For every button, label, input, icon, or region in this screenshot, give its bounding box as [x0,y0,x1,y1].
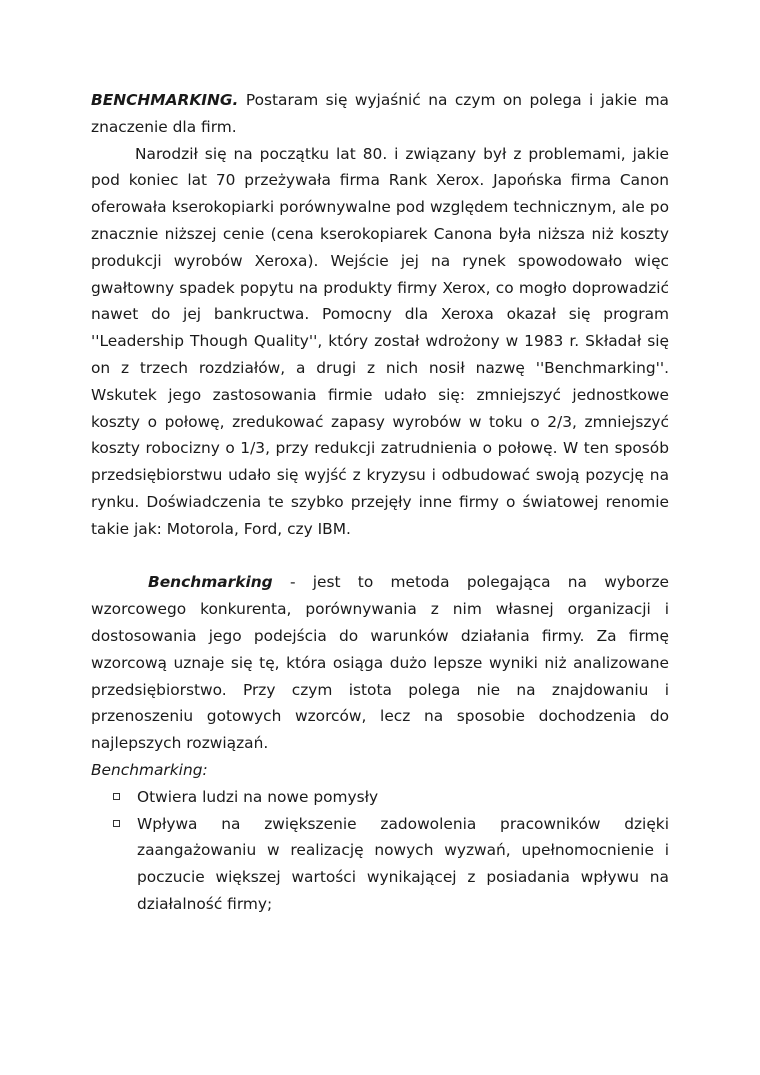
benefits-list [91,784,669,918]
intro-text: Postaram się wyjaśnić na czym on polega i jakie ma znaczenie dla firm. [91,91,669,136]
list-heading: Benchmarking: [91,760,208,779]
square-bullet-icon [113,793,120,800]
definition-text: - jest to metoda polegająca na wyborze wzorcowego konkurenta, porównywania z nim własnej organizacji i dostosowania jego podejścia do warunków działania firmy. Za firmę wzorcową uznaje się tę, która osiąga dużo lepsze wyniki niż analizowane przedsiębiorstwo. Przy czym istota polega nie na znajdowaniu i przenoszeniu gotowych wzorców, lecz na sposobie dochodzenia do najlepszych rozwiązań. [91,573,669,753]
document-page [91,87,669,918]
term-benchmarking-heading: BENCHMARKING. [91,91,239,109]
history-paragraph: Narodził się na początku lat 80. i związany był z problemami, jakie pod koniec lat 70 przeżywała firma Rank Xerox. Japońska firma Canon oferowała kserokopiarki porównywalne pod względem technicznym, ale po znacznie niższej cenie (cena kserokopiarek Canona była niższa niż koszty produkcji wyrobów Xeroxa). Wejście jej na rynek spowodowało więc gwałtowny spadek popytu na produkty firmy Xerox, co mogło doprowadzić nawet do jej bankructwa. Pomocny dla Xeroxa okazał się program ''Leadership Though Quality'', który został wdrożony w 1983 r. Składał się on z trzech rozdziałów, a drugi z nich nosił nazwę ''Benchmarking''. Wskutek jego zastosowania firmie udało się: zmniejszyć jednostkowe koszty o połowę, zredukować zapasy wyrobów w toku o 2/3, zmniejszyć koszty robocizny o 1/3, przy redukcji zatrudnienia o połowę. W ten sposób przedsiębiorstwu udało się wyjść z kryzysu i odbudować swoją pozycję na rynku. Doświadczenia te szybko przejęły inne firmy o światowej renomie takie jak: Motorola, Ford, czy IBM. [91,144,669,538]
square-bullet-icon [113,820,120,827]
intro-paragraph [91,87,669,141]
list-item-text: Otwiera ludzi na nowe pomysły [137,787,379,806]
list-item [91,811,669,918]
paragraph-spacer [91,543,669,570]
list-item [91,784,669,811]
definition-paragraph [91,569,669,757]
list-item-text: Wpływa na zwiększenie zadowolenia pracowników dzięki zaangażowaniu w realizację nowych wyzwań, upełnomocnienie i poczucie większej wartości wynikającej z posiadania wpływu na działalność firmy; [137,814,669,913]
term-benchmarking-definition: Benchmarking [148,573,273,592]
